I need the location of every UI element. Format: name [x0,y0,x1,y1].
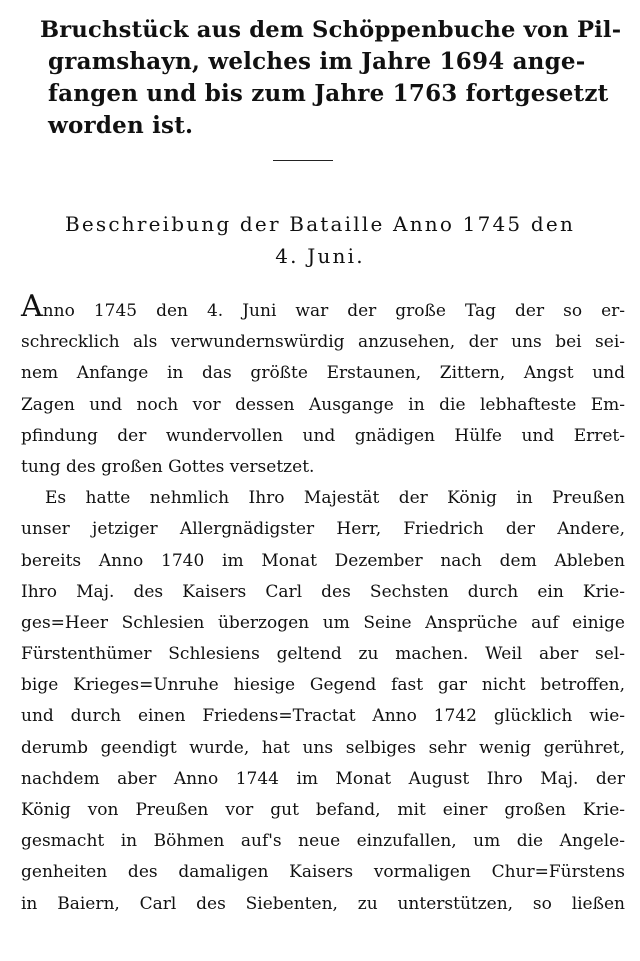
body-line: nachdem aber Anno 1744 im Monat August Ihro Maj. der [21,768,625,789]
body-line: Ihro Maj. des Kaisers Carl des Sechsten durch ein Krie- [21,581,625,602]
body-line: derumb geendigt wurde, hat uns selbiges sehr wenig gerühret, [21,737,625,758]
section-heading [40,208,600,272]
body-line: König von Preußen vor gut befand, mit einer großen Krie- [21,800,625,820]
title-line: gramshayn, welches im Jahre 1694 ange- [48,48,586,75]
body-line: genheiten des damaligen Kaisers vormaligen Chur=Fürstens [21,862,625,883]
body-line: gesmacht in Böhmen auf's neue einzufallen, um die Angele- [21,831,625,852]
body-line: Zagen und noch vor dessen Ausgange in die lebhafteste Em- [21,394,625,415]
heading-line: Beschreibung der Bataille Anno 1745 den [64,212,576,236]
body-line [21,289,625,327]
body-line: bige Krieges=Unruhe hiesige Gegend fast gar nicht betroffen, [21,675,625,696]
body-line: pfindung der wundervollen und gnädigen Hülfe und Erret- [21,425,625,446]
title-line: fangen und bis zum Jahre 1763 fortgesetzt [48,80,609,107]
title-line: worden ist. [48,112,194,139]
body-line: Fürstenthümer Schlesiens geltend zu machen. Weil aber sel- [21,644,625,665]
body-line: bereits Anno 1740 im Monat Dezember nach dem Ableben [21,550,625,571]
body-line: schrecklich als verwundernswürdig anzusehen, der uns bei sei- [21,332,625,353]
body-line: Es hatte nehmlich Ihro Majestät der König in Preußen [45,488,625,509]
first-line-text: nno 1745 den 4. Juni war der große Tag der so er- [42,301,625,321]
body-line: ges=Heer Schlesien überzogen um Seine Ansprüche auf einige [21,612,625,633]
heading-line: 4. Juni. [275,244,365,268]
drop-cap: A [21,289,43,324]
document-title [40,14,630,142]
body-line: unser jetziger Allergnädigster Herr, Friedrich der Andere, [21,519,625,540]
body-line: tung des großen Gottes versetzet. [21,456,315,477]
body-line: in Baiern, Carl des Siebenten, zu unterstützen, so ließen [21,893,625,914]
title-line: Bruchstück aus dem Schöppenbuche von Pil- [40,17,622,43]
body-text [21,289,625,920]
body-line: nem Anfange in das größte Erstaunen, Zittern, Angst und [21,363,625,384]
section-divider [273,160,333,161]
body-line: und durch einen Friedens=Tractat Anno 1742 glücklich wie- [21,706,625,727]
